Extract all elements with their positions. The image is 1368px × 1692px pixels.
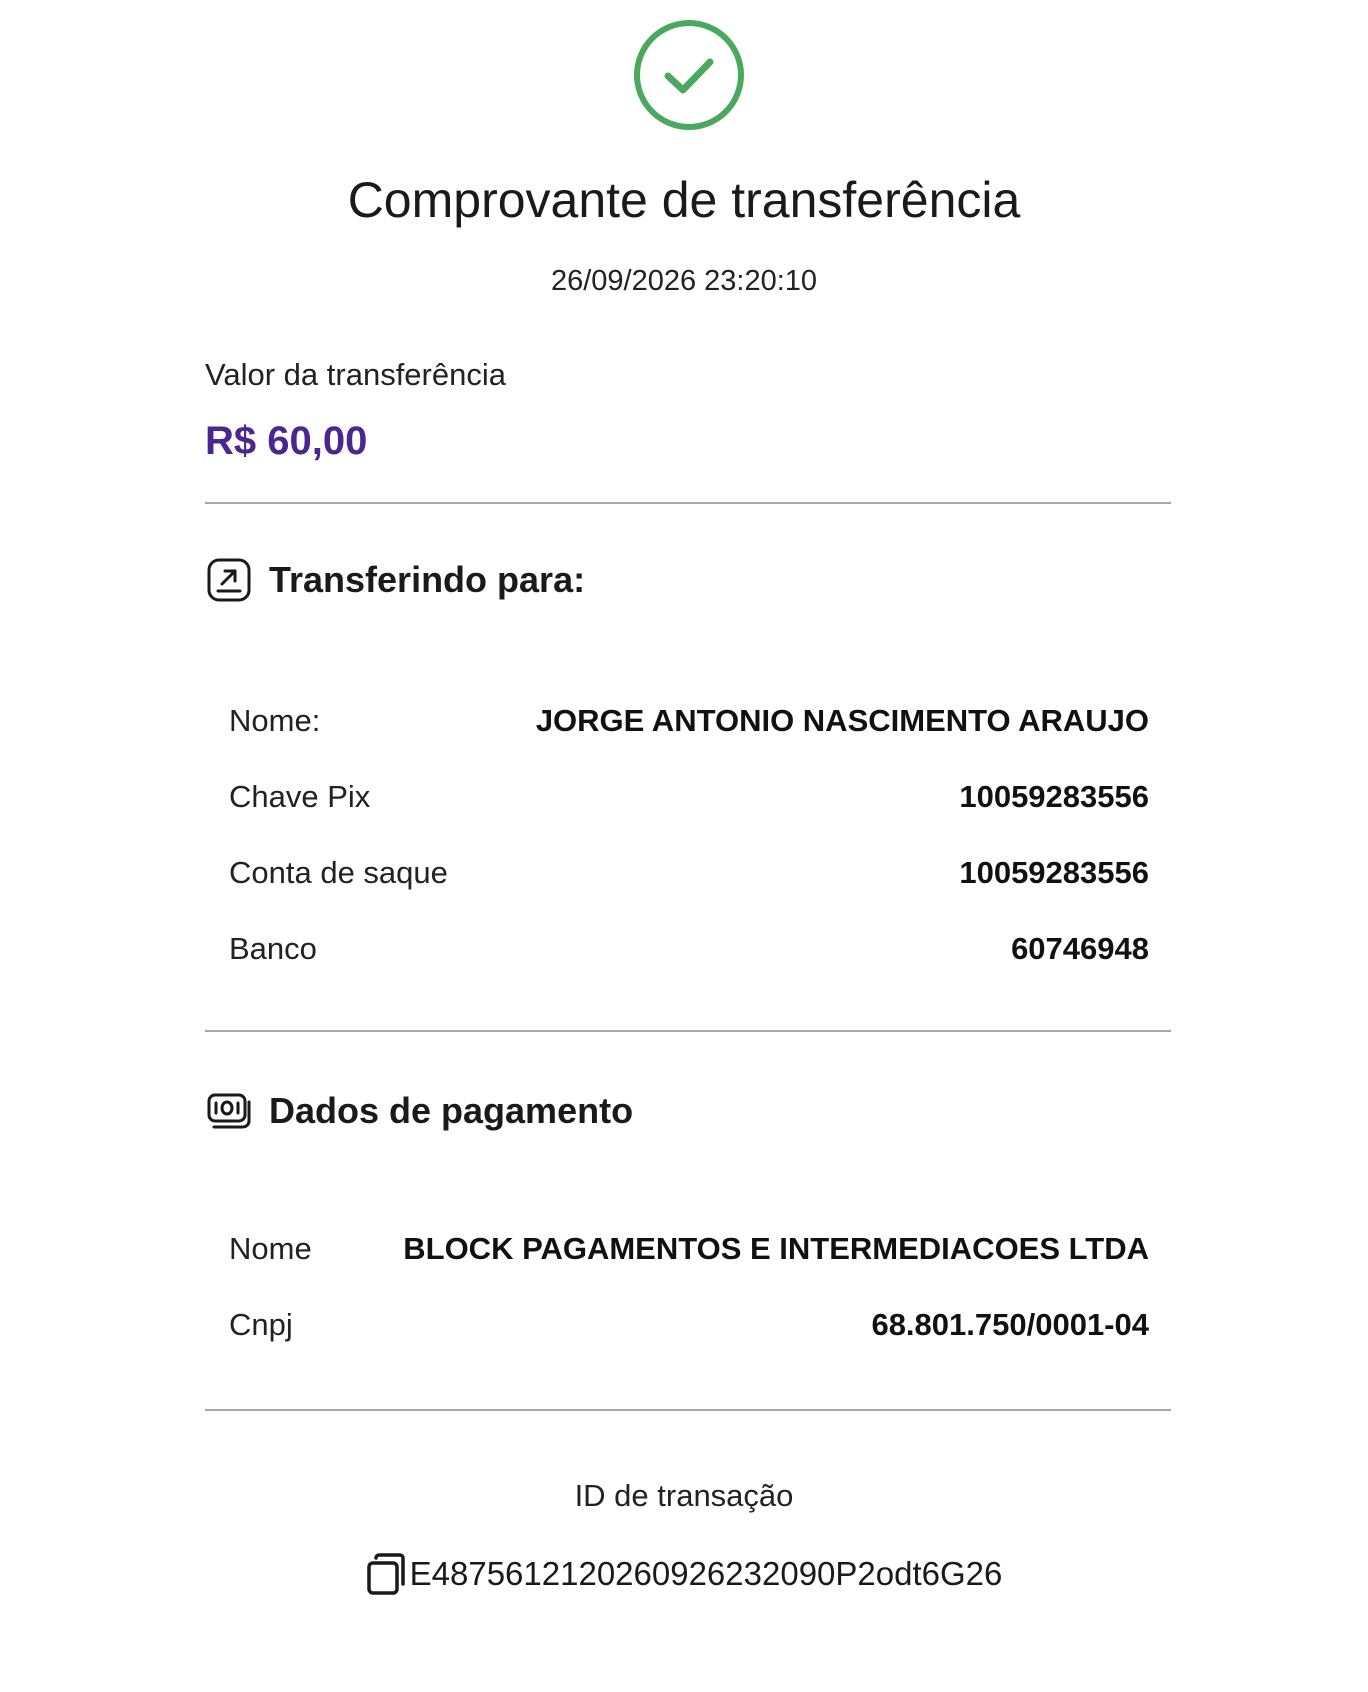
transaction-id-label: ID de transação (574, 1478, 794, 1513)
check-circle-icon (632, 18, 746, 132)
row-value: 10059283556 (959, 779, 1149, 814)
payment-section-title: Dados de pagamento (269, 1090, 634, 1131)
copy-icon[interactable] (366, 1552, 406, 1596)
row-value: BLOCK PAGAMENTOS E INTERMEDIACOES LTDA (403, 1231, 1149, 1266)
payment-row-name (229, 1229, 1149, 1269)
payment-section-header (205, 1087, 633, 1135)
amount-label: Valor da transferência (205, 357, 506, 392)
recipient-section-title: Transferindo para: (269, 559, 586, 600)
recipient-row-pix-key (229, 777, 1149, 817)
recipient-row-bank (229, 929, 1149, 969)
row-label: Nome: (229, 703, 321, 738)
row-value: JORGE ANTONIO NASCIMENTO ARAUJO (535, 703, 1149, 738)
row-label: Cnpj (229, 1307, 293, 1342)
transaction-id-value: E48756121202609262320​90P2odt6G26 (409, 1555, 1003, 1592)
money-bills-icon (205, 1087, 253, 1135)
payment-row-cnpj (229, 1305, 1149, 1345)
recipient-section-header (205, 556, 585, 604)
row-label: Conta de saque (229, 855, 448, 890)
recipient-row-name (229, 701, 1149, 741)
divider (205, 1030, 1171, 1032)
amount-value: R$ 60,00 (205, 419, 368, 463)
divider (205, 502, 1171, 504)
row-value: 68.801.750/0001-04 (871, 1307, 1149, 1342)
transfer-out-icon (205, 556, 253, 604)
divider (205, 1409, 1171, 1411)
row-label: Chave Pix (229, 779, 371, 814)
row-value: 10059283556 (959, 855, 1149, 890)
transaction-id-row (0, 1550, 1368, 1598)
recipient-row-account (229, 853, 1149, 893)
row-label: Nome (229, 1231, 312, 1266)
row-value: 60746948 (1011, 931, 1149, 966)
transfer-timestamp: 26/09/2026 23:20:10 (550, 265, 818, 297)
page-title: Comprovante de transferência (347, 172, 1021, 228)
row-label: Banco (229, 931, 317, 966)
